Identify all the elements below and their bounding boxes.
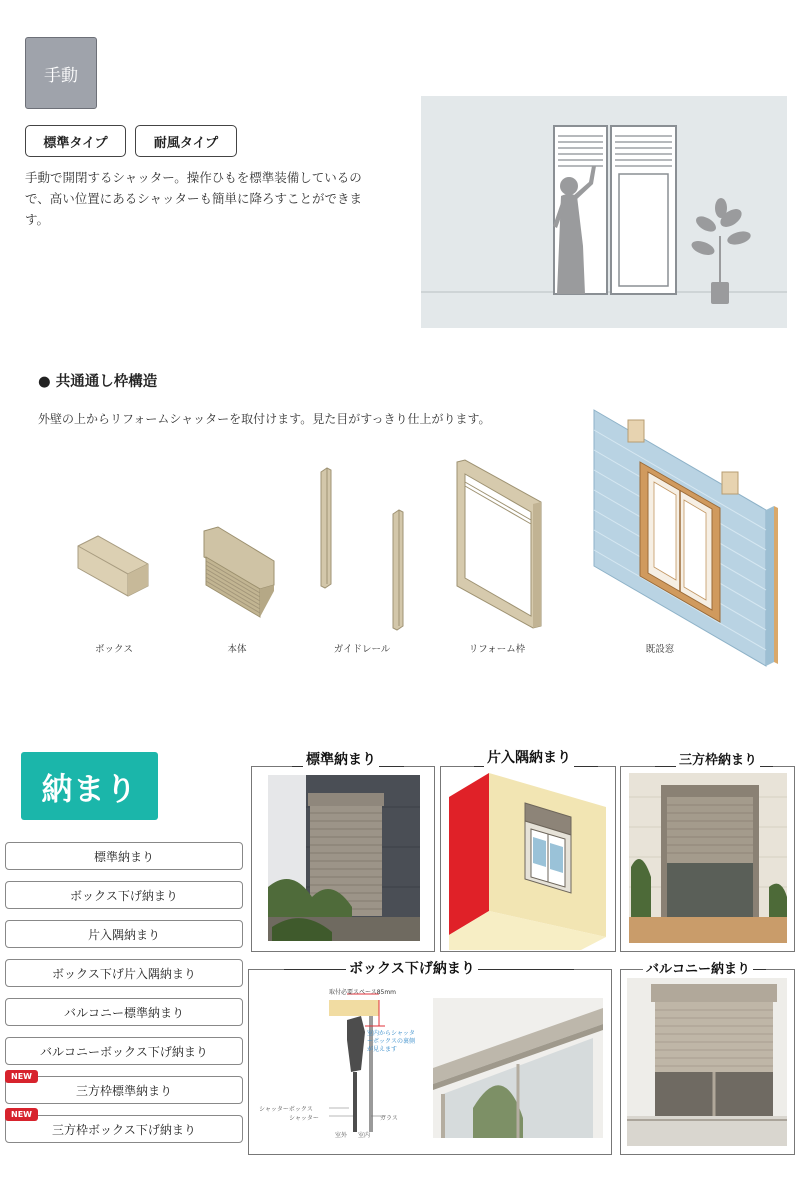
part-label-box: ボックス [95,644,133,655]
diagram-outdoor-label: 室外 [335,1132,348,1139]
reform-frame-illustration [451,460,546,630]
standard-osamari-title: 標準納まり [303,749,379,769]
balcony-osamari-title: バルコニー納まり [643,958,753,977]
corner-osamari-title: 片入隅納まり [484,747,574,767]
standard-type-tag: 標準タイプ [25,125,126,157]
existing-window-wall-illustration [590,410,780,672]
new-badge: NEW [5,1108,38,1121]
balcony-osamari-photo-frame [620,969,795,1155]
manual-shutter-illustration [421,96,787,328]
wind-resistant-type-tag: 耐風タイプ [135,125,237,157]
diagram-indoor-label: 室内 [358,1132,371,1139]
three-side-osamari-title: 三方枠納まり [676,749,760,768]
menu-balcony-standard[interactable]: バルコニー標準納まり [5,998,243,1026]
three-side-osamari-photo-frame [620,766,795,952]
menu-standard[interactable]: 標準納まり [5,842,243,870]
diagram-shutter-box-label: シャッターボックス [259,1106,313,1113]
menu-three-side-standard[interactable]: 三方枠標準納まり [5,1076,243,1104]
new-badge: NEW [5,1070,38,1083]
manual-type-badge: 手動 [25,37,97,109]
menu-box-lowered[interactable]: ボックス下げ納まり [5,881,243,909]
manual-description: 手動で開閉するシャッター。操作ひもを標準装備しているので、高い位置にあるシャッターも簡単に降ろすことができます。 [25,170,363,227]
box-part-illustration [74,534,154,604]
menu-single-corner[interactable]: 片入隅納まり [5,920,243,948]
menu-balcony-box-lowered[interactable]: バルコニーボックス下げ納まり [5,1037,243,1065]
part-label-guide-rail: ガイドレール [333,644,391,655]
box-lowered-section-diagram [257,980,437,1150]
menu-three-side-box-lowered[interactable]: 三方枠ボックス下げ納まり [5,1115,243,1143]
diagram-glass-label: ガラス [380,1115,398,1122]
diagram-space-label: 取付必要スペース85mm [329,989,397,996]
menu-box-lowered-single-corner[interactable]: ボックス下げ片入隅納まり [5,959,243,987]
diagram-shutter-label: シャッター [289,1115,319,1122]
frame-structure-description: 外壁の上からリフォームシャッターを取付けます。見た目がすっきり仕上がります。 [38,412,491,426]
box-lowered-photo [433,998,603,1138]
part-label-body: 本体 [227,644,247,655]
shutter-body-illustration [198,527,280,623]
osamari-badge: 納まり [21,752,158,820]
guide-rail-illustration [317,466,409,634]
standard-osamari-photo-frame [251,766,435,952]
box-lowered-osamari-frame [248,969,612,1155]
frame-structure-title: ● 共通通し枠構造 [38,374,158,390]
box-lowered-osamari-title: ボックス下げ納まり [346,958,478,978]
diagram-note: 室内からシャッターボックスの裏側が見えます [367,1030,415,1053]
part-label-reform-frame: リフォーム枠 [468,644,526,655]
part-label-existing-window: 既設窓 [645,644,675,655]
corner-osamari-illustration-frame [440,766,616,952]
